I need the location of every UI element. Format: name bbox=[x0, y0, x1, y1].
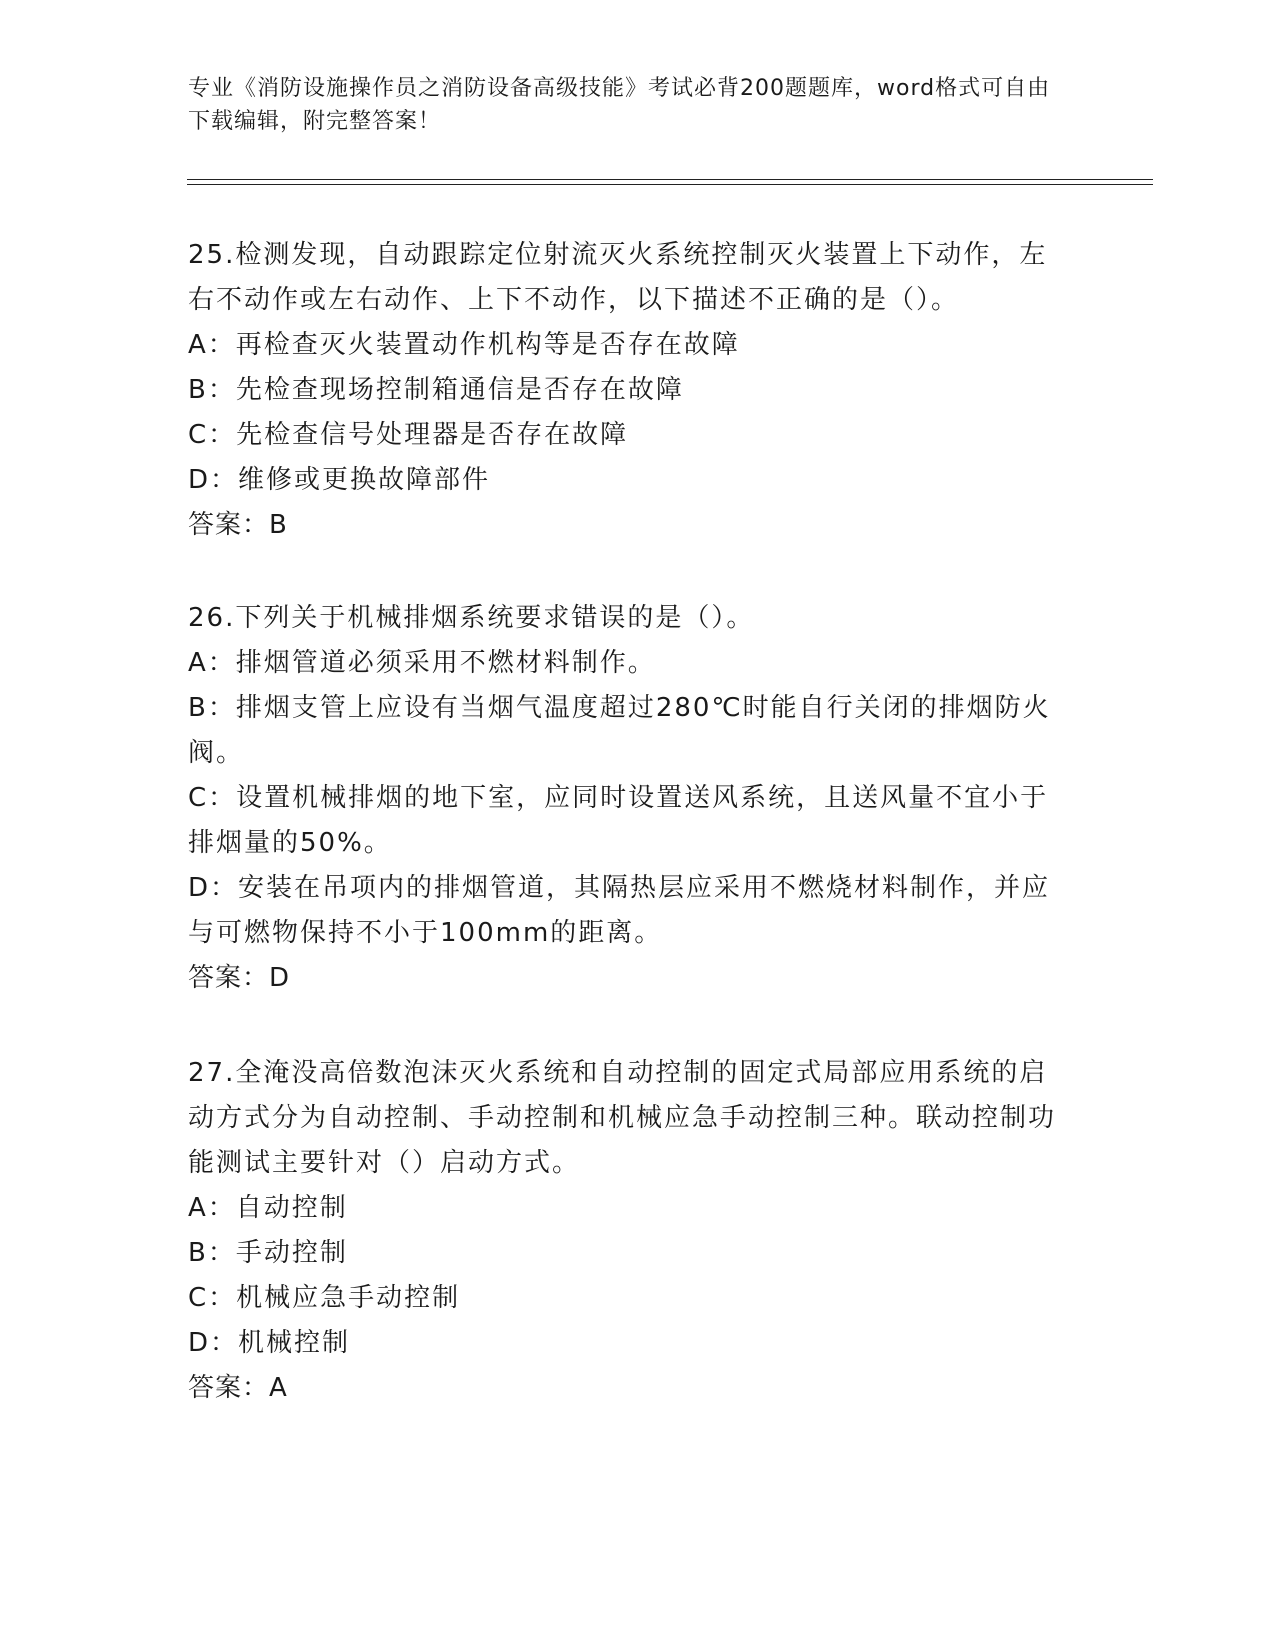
header-rule-top bbox=[187, 179, 1153, 180]
question-stem: 26.下列关于机械排烟系统要求错误的是（）。 bbox=[188, 603, 755, 633]
option-b: B：手动控制 bbox=[188, 1238, 348, 1268]
document-header: 专业《消防设施操作员之消防设备高级技能》考试必背200题题库，word格式可自由下载编辑，附完整答案！ bbox=[188, 76, 1051, 134]
answer-label: 答案：B bbox=[188, 510, 288, 540]
option-d: D：维修或更换故障部件 bbox=[188, 465, 491, 495]
question-stem: 25.检测发现，自动跟踪定位射流灭火系统控制灭火装置上下动作，左右不动作或左右动作、上下不动作，以下描述不正确的是（）。 bbox=[188, 240, 1048, 315]
answer-label: 答案：D bbox=[188, 963, 291, 993]
option-b: B：排烟支管上应设有当烟气温度超过280℃时能自行关闭的排烟防火阀。 bbox=[188, 693, 1051, 768]
option-c: C：机械应急手动控制 bbox=[188, 1283, 461, 1313]
header-rule-bottom bbox=[187, 184, 1153, 185]
question-26 bbox=[188, 596, 1068, 1001]
option-a: A：自动控制 bbox=[188, 1193, 348, 1223]
option-a: A：排烟管道必须采用不燃材料制作。 bbox=[188, 648, 656, 678]
option-c: C：先检查信号处理器是否存在故障 bbox=[188, 420, 629, 450]
question-27 bbox=[188, 1051, 1068, 1411]
answer-label: 答案：A bbox=[188, 1373, 288, 1403]
question-25 bbox=[188, 233, 1068, 548]
question-stem: 27.全淹没高倍数泡沫灭火系统和自动控制的固定式局部应用系统的启动方式分为自动控制、手动控制和机械应急手动控制三种。联动控制功能测试主要针对（）启动方式。 bbox=[188, 1058, 1057, 1178]
option-b: B：先检查现场控制箱通信是否存在故障 bbox=[188, 375, 684, 405]
option-a: A：再检查灭火装置动作机构等是否存在故障 bbox=[188, 330, 740, 360]
option-d: D：安装在吊项内的排烟管道，其隔热层应采用不燃烧材料制作，并应与可燃物保持不小于100mm的距离。 bbox=[188, 873, 1051, 948]
option-c: C：设置机械排烟的地下室，应同时设置送风系统，且送风量不宜小于排烟量的50%。 bbox=[188, 783, 1049, 858]
option-d: D：机械控制 bbox=[188, 1328, 351, 1358]
